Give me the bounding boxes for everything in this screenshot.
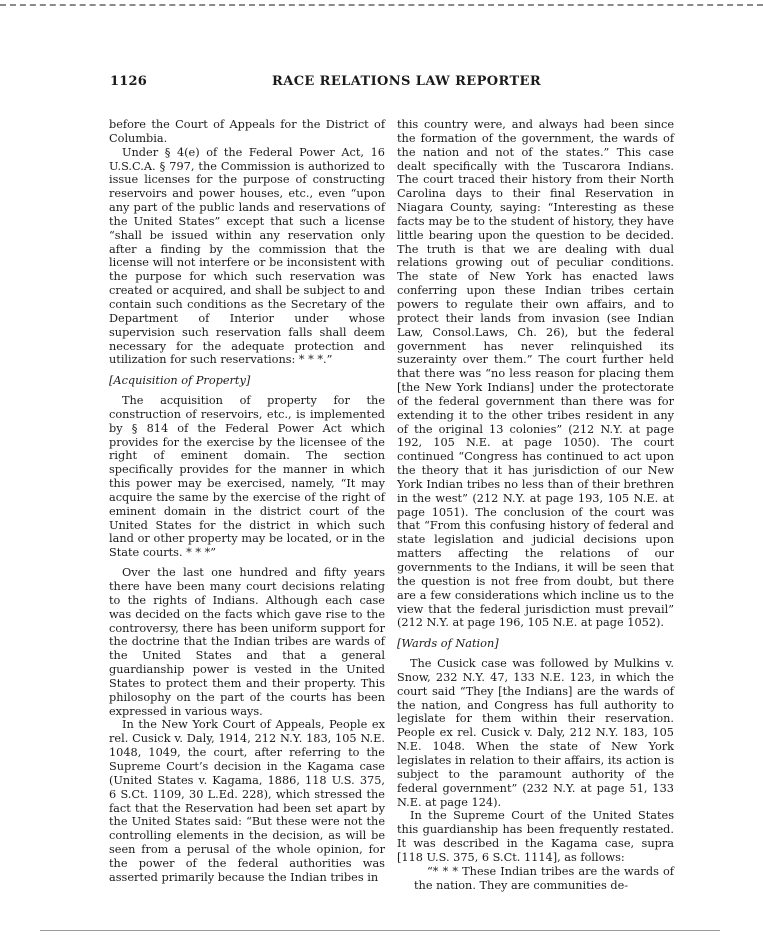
left-paragraph-5: In the New York Court of Appeals, People ex rel. Cusick v. Daly, 1914, 212 N.Y. 183, 105 N.E. 1048, 1049, the court, after referring to the Supreme Court’s decision in the Kagama case (United States v. Kagama, 1886, 118 U.S. 375, 6 S.Ct. 1109, 30 L.Ed. 228), which stressed the fact that the Reservation had been set apart by the United States said: “But these were not the controlling elements in the decision, as will be seen from a perusal of the whole opinion, for the power of the federal authorities was asserted primarily because the Indian tribes in — [109, 718, 385, 884]
scan-edge-bottom — [40, 930, 720, 931]
scan-edge-top — [0, 4, 763, 6]
running-head: RACE RELATIONS LAW REPORTER — [272, 74, 542, 89]
page-number: 1126 — [110, 74, 147, 89]
right-paragraph-3: In the Supreme Court of the United States this guardianship has been frequently restated. It was described in the Kagama case, supra [118 U.S. 375, 6 S.Ct. 1114], as follows: — [397, 809, 674, 864]
right-column — [397, 118, 674, 892]
left-paragraph-2: Under § 4(e) of the Federal Power Act, 16 U.S.C.A. § 797, the Commission is authorized to issue licenses for the purpose of constructing reservoirs and power houses, etc., even “upon any part of the public lands and reservations of the United States” except that such a license “shall be issued within any reservation only after a finding by the commission that the license will not interfere or be inconsistent with the purpose for which such reservation was created or acquired, and shall be subject to and contain such conditions as the Secretary of the Department of Interior under whose supervision such reservation falls shall deem necessary for the adequate protection and utilization for such reservations: * * *.” — [109, 145, 385, 367]
block-quote: “* * * These Indian tribes are the wards of the nation. They are communities de- — [414, 864, 674, 892]
left-column — [109, 118, 385, 885]
section-heading-wards: [Wards of Nation] — [397, 637, 499, 651]
left-paragraph-4: Over the last one hundred and fifty years there have been many court decisions relating to the rights of Indians. Although each case was decided on the facts which gave rise to the controversy, there has been uniform support for the doctrine that the Indian tribes are wards of the United States and that a general guardianship power is vested in the United States to protect them and their property. This philosophy on the part of the courts has been expressed in various ways. — [109, 566, 385, 718]
right-paragraph-2: The Cusick case was followed by Mulkins v. Snow, 232 N.Y. 47, 133 N.E. 123, in which the court said “They [the Indians] are the wards of the nation, and Congress has full authority to legislate for them within their reservation. People ex rel. Cusick v. Daly, 212 N.Y. 183, 105 N.E. 1048. When the state of New York legislates in relation to their affairs, its action is subject to the paramount authority of the federal government” (232 N.Y. at page 51, 133 N.E. at page 124). — [397, 657, 674, 809]
left-paragraph-3: The acquisition of property for the construction of reservoirs, etc., is implemented by § 814 of the Federal Power Act which provides for the exercise by the licensee of the right of eminent domain. The section specifically provides for the manner in which this power may be exercised, namely, “It may acquire the same by the exercise of the right of eminent domain in the district court of the United States for the district in which such land or other property may be located, or in the State courts. * * *” — [109, 394, 385, 560]
section-heading-acquisition: [Acquisition of Property] — [109, 374, 251, 388]
right-paragraph-1: this country were, and always had been since the formation of the government, the wards of the nation and not of the states.” This case dealt specifically with the Tuscarora Indians. The court traced their history from their North Carolina days to their final Reservation in Niagara County, saying: “Interesting as these facts may be to the student of history, they have little bearing upon the question to be decided. The truth is that we are dealing with dual relations growing out of peculiar conditions. The state of New York has enacted laws conferring upon these Indian tribes certain powers to regulate their own affairs, and to protect their lands from invasion (see Indian Law, Consol.Laws, Ch. 26), but the federal government has never relinquished its suzerainty over them.” The court further held that there was “no less reason for placing them [the New York Indians] under the protectorate of the federal government than there was for extending it to the other tribes resident in any of the original 13 colonies” (212 N.Y. at page 192, 105 N.E. at page 1050). The court continued “Congress has continued to act upon the theory that it has jurisdiction of our New York Indian tribes no less than of their brethren in the west” (212 N.Y. at page 193, 105 N.E. at page 1051). The conclusion of the court was that “From this confusing history of federal and state legislation and judicial decisions upon matters affecting the relations of our governments to the Indians, it will be seen that the question is not free from doubt, but there are a few considerations which incline us to the view that the federal jurisdiction must prevail” (212 N.Y. at page 196, 105 N.E. at page 1052). — [397, 118, 674, 630]
left-paragraph-1: before the Court of Appeals for the District of Columbia. — [109, 118, 385, 145]
